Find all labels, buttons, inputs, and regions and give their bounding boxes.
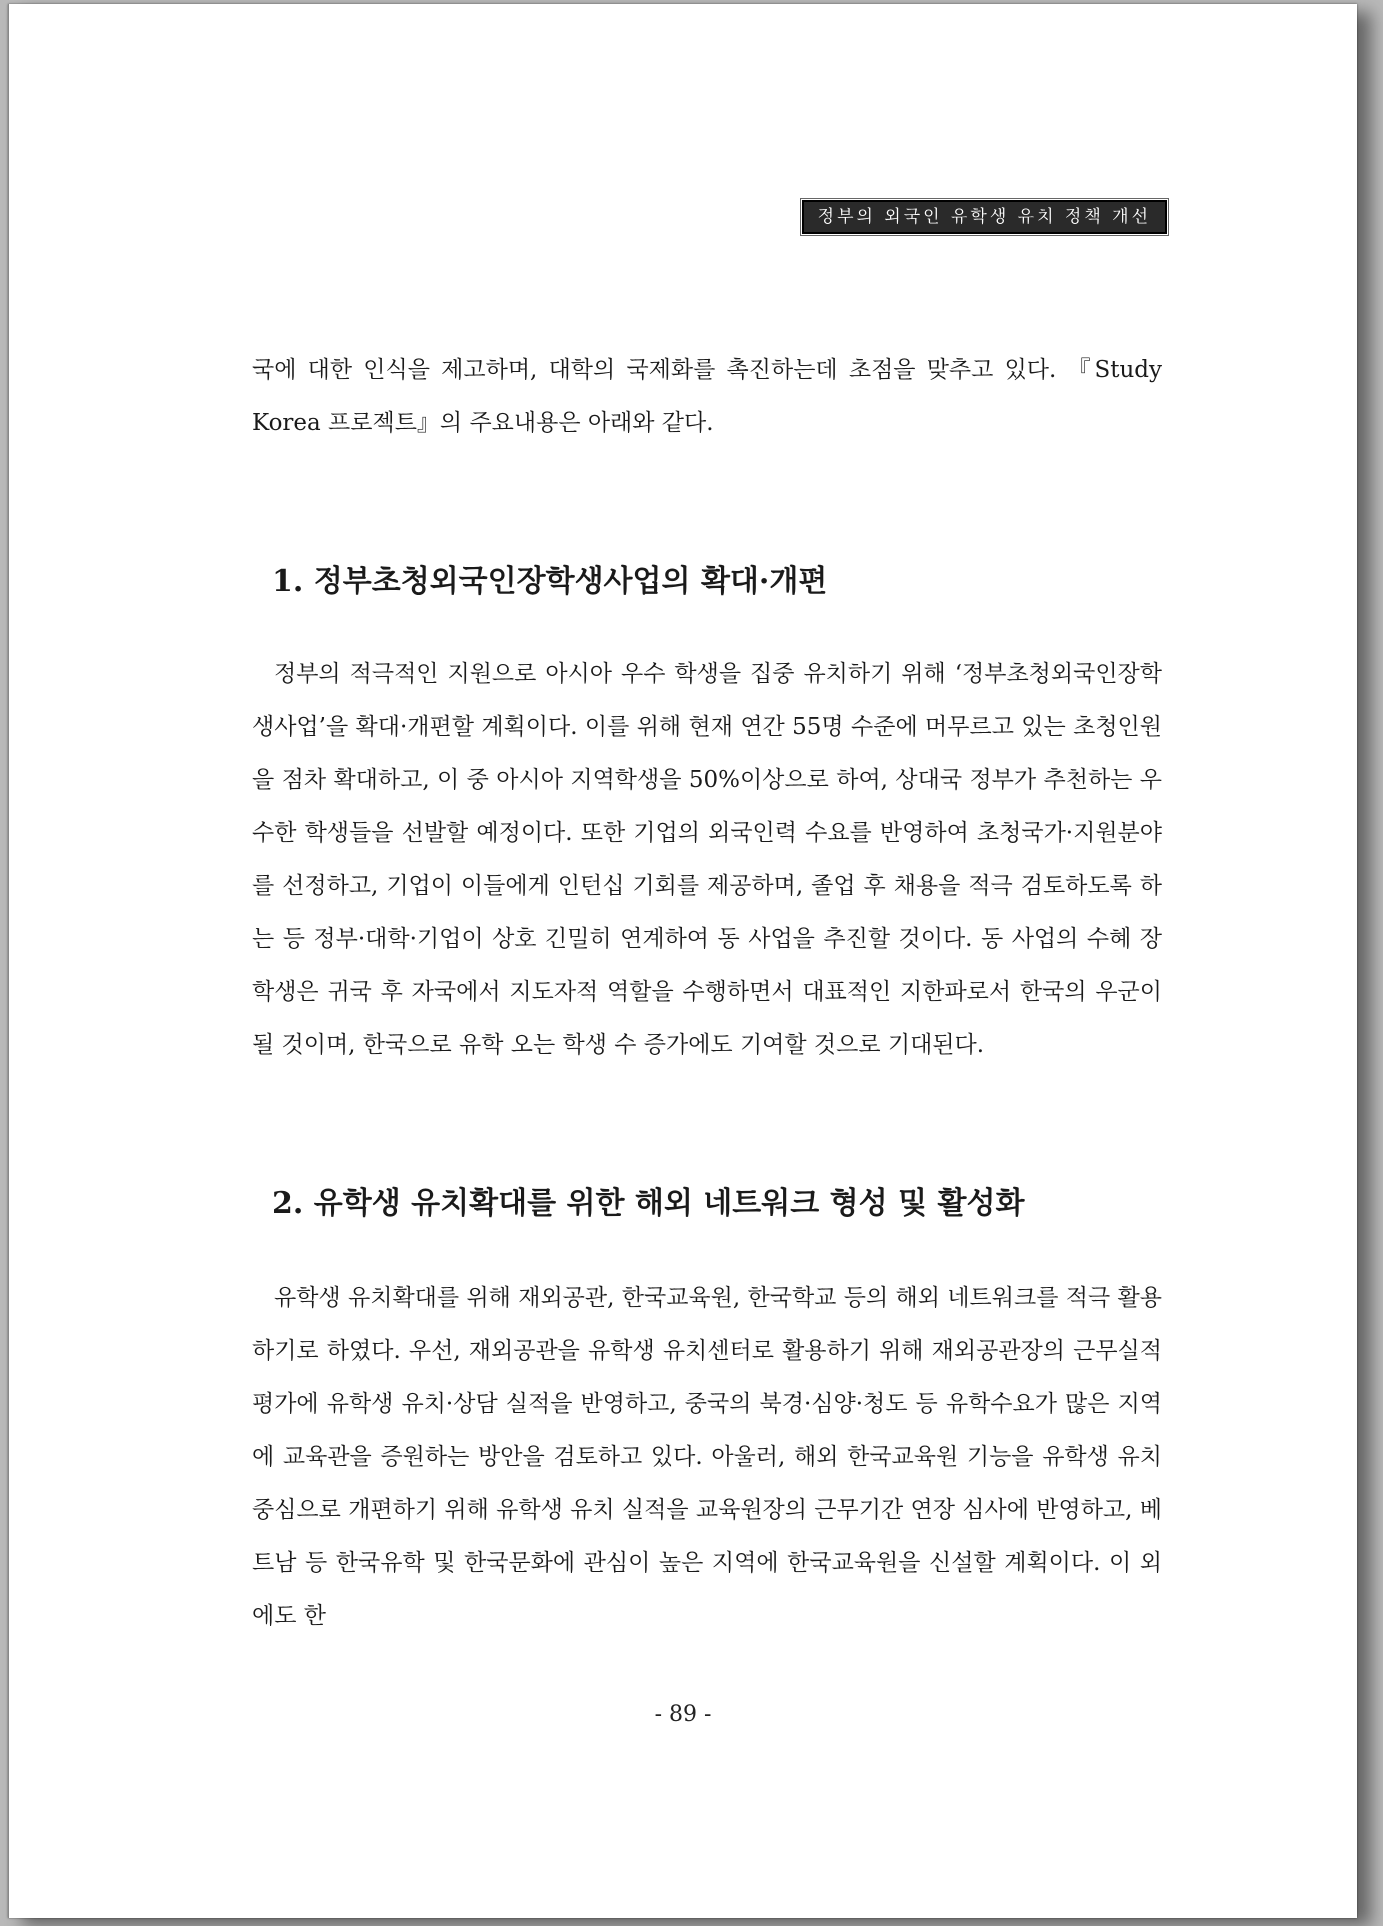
document-page — [8, 4, 1357, 1918]
section-1-paragraph: 정부의 적극적인 지원으로 아시아 우수 학생을 집중 유치하기 위해 ‘정부초청외국인장학생사업’을 확대·개편할 계획이다. 이를 위해 현재 연간 55명 수준에 머무르고 있는 초청인원을 점차 확대하고, 이 중 아시아 지역학생을 50%이상으로 하여, 상대국 정부가 추천하는 우수한 학생들을 선발할 예정이다. 또한 기업의 외국인력 수요를 반영하여 초청국가·지원분야를 선정하고, 기업이 이들에게 인턴십 기회를 제공하며, 졸업 후 채용을 적극 검토하도록 하는 등 정부·대학·기업이 상호 긴밀히 연계하여 동 사업을 추진할 것이다. 동 사업의 수혜 장학생은 귀국 후 자국에서 지도자적 역할을 수행하면서 대표적인 지한파로서 한국의 우군이 될 것이며, 한국으로 유학 오는 학생 수 증가에도 기여할 것으로 기대된다. — [252, 661, 1162, 1058]
intro-paragraph: 국에 대한 인식을 제고하며, 대학의 국제화를 촉진하는데 초점을 맞추고 있다. 『Study Korea 프로젝트』의 주요내용은 아래와 같다. — [252, 357, 1162, 436]
page-content — [252, 344, 1162, 1643]
section-2-heading: 2. 유학생 유치확대를 위한 해외 네트워크 형성 및 활성화 — [272, 1186, 1025, 1221]
section-2-paragraph: 유학생 유치확대를 위해 재외공관, 한국교육원, 한국학교 등의 해외 네트워크를 적극 활용하기로 하였다. 우선, 재외공관을 유학생 유치센터로 활용하기 위해 재외공관장의 근무실적 평가에 유학생 유치·상담 실적을 반영하고, 중국의 북경·심양·청도 등 유학수요가 많은 지역에 교육관을 증원하는 방안을 검토하고 있다. 아울러, 해외 한국교육원 기능을 유학생 유치중심으로 개편하기 위해 유학생 유치 실적을 교육원장의 근무기간 연장 심사에 반영하고, 베트남 등 한국유학 및 한국문화에 관심이 높은 지역에 한국교육원을 신설할 계획이다. 이 외에도 한 — [252, 1285, 1162, 1629]
page-number: - 89 - — [654, 1702, 712, 1727]
running-header-badge: 정부의 외국인 유학생 유치 정책 개선 — [802, 200, 1167, 234]
section-1-heading: 1. 정부초청외국인장학생사업의 확대·개편 — [272, 564, 828, 599]
